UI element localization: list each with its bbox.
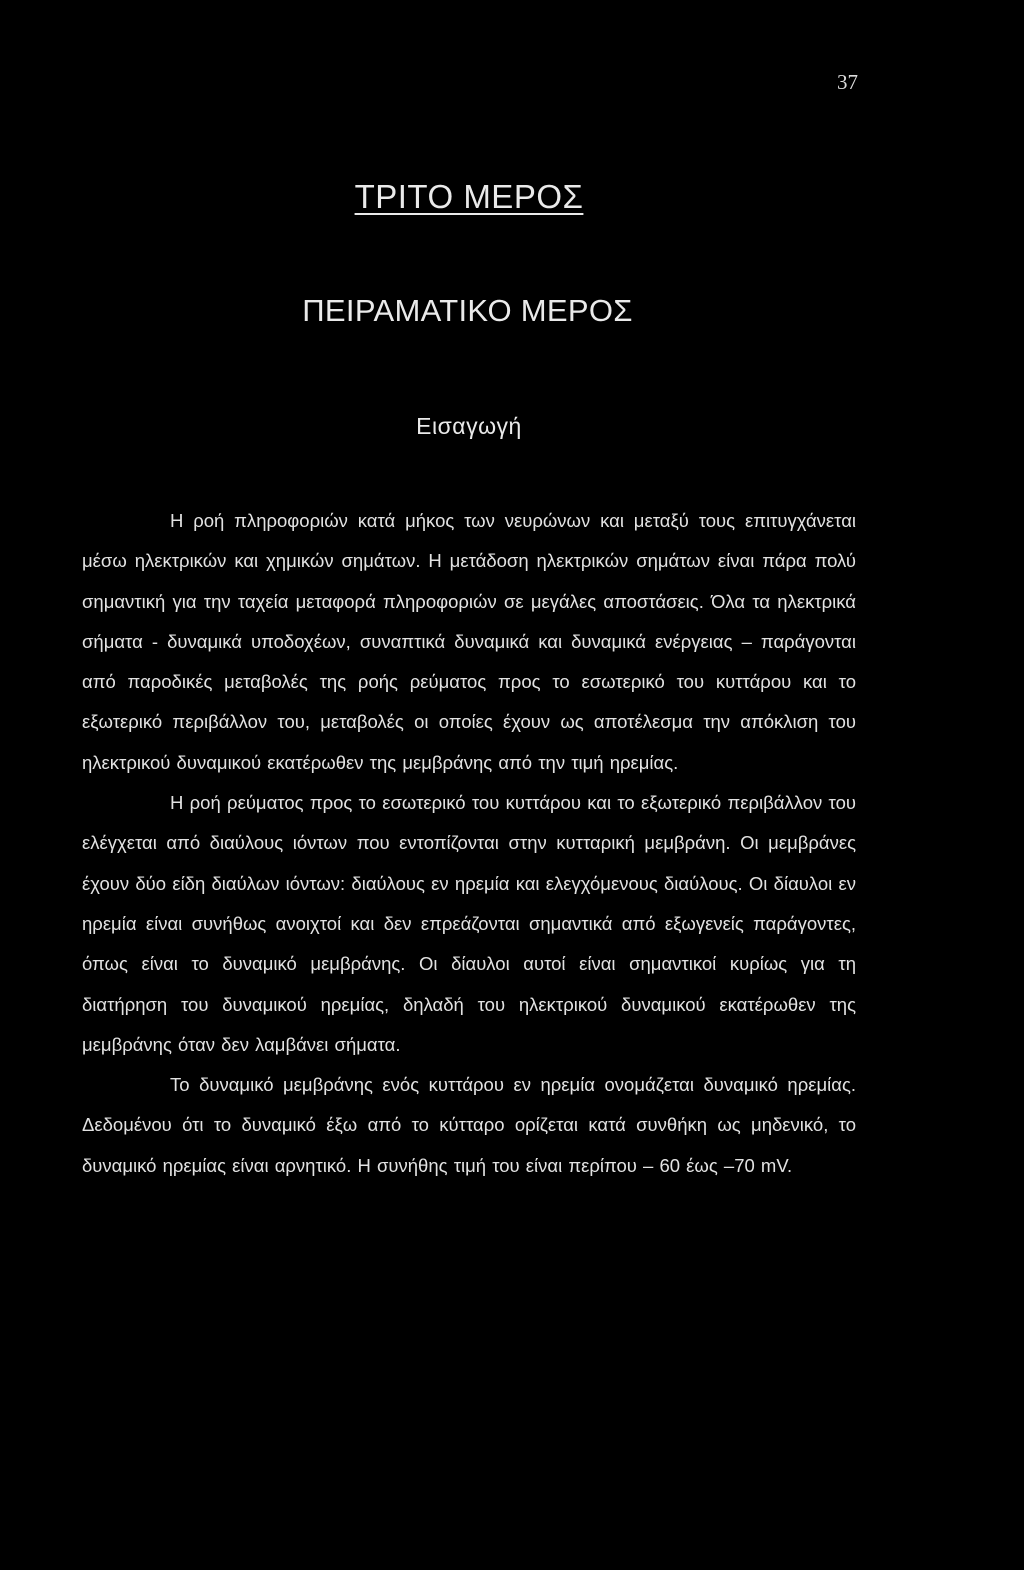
section-heading: Εισαγωγή	[416, 413, 522, 439]
paragraph: Η ροή πληροφοριών κατά μήκος των νευρώνων και μεταξύ τους επιτυγχάνεται μέσω ηλεκτρικών και χημικών σημάτων. Η μετάδοση ηλεκτρικών σημάτων είναι πάρα πολύ σημαντική για την ταχεία μεταφορά πληροφοριών σε μεγάλες αποστάσεις. Όλα τα ηλεκτρικά σήματα - δυναμικά υποδοχέων, συναπτικά δυναμικά και δυναμικά ενέργειας – παράγονται από παροδικές μεταβολές της ροής ρεύματος προς το εσωτερικό του κυττάρου και το εξωτερικό περιβάλλον του, μεταβολές οι οποίες έχουν ως αποτέλεσμα την απόκλιση του ηλεκτρικού δυναμικού εκατέρωθεν της μεμβράνης από την τιμή ηρεμίας.	[82, 510, 856, 773]
page-title: ΤΡΙΤΟ ΜΕΡΟΣ	[354, 178, 584, 215]
page-subtitle: ΠΕΙΡΑΜΑΤΙΚΟ ΜΕΡΟΣ	[302, 293, 633, 328]
paragraph: Το δυναμικό μεμβράνης ενός κυττάρου εν ηρεμία ονομάζεται δυναμικό ηρεμίας. Δεδομένου ότι το δυναμικό έξω από το κύτταρο ορίζεται κατά συνθήκη ως μηδενικό, το δυναμικό ηρεμίας είναι αρνητικό. Η συνήθης τιμή του είναι περίπου – 60 έως –70 mV.	[82, 1074, 856, 1176]
body-text	[82, 501, 856, 1186]
paragraph: Η ροή ρεύματος προς το εσωτερικό του κυττάρου και το εξωτερικό περιβάλλον του ελέγχεται από διαύλους ιόντων που εντοπίζονται στην κυτταρική μεμβράνη. Οι μεμβράνες έχουν δύο είδη διαύλων ιόντων: διαύλους εν ηρεμία και ελεγχόμενους διαύλους. Οι δίαυλοι εν ηρεμία είναι συνήθως ανοιχτοί και δεν επρεάζονται σημαντικά από εξωγενείς παράγοντες, όπως είναι το δυναμικό μεμβράνης. Οι δίαυλοι αυτοί είναι σημαντικοί κυρίως για τη διατήρηση του δυναμικού ηρεμίας, δηλαδή του ηλεκτρικού δυναμικού εκατέρωθεν της μεμβράνης όταν δεν λαμβάνει σήματα.	[82, 792, 856, 1055]
page-number: 37	[837, 70, 858, 94]
